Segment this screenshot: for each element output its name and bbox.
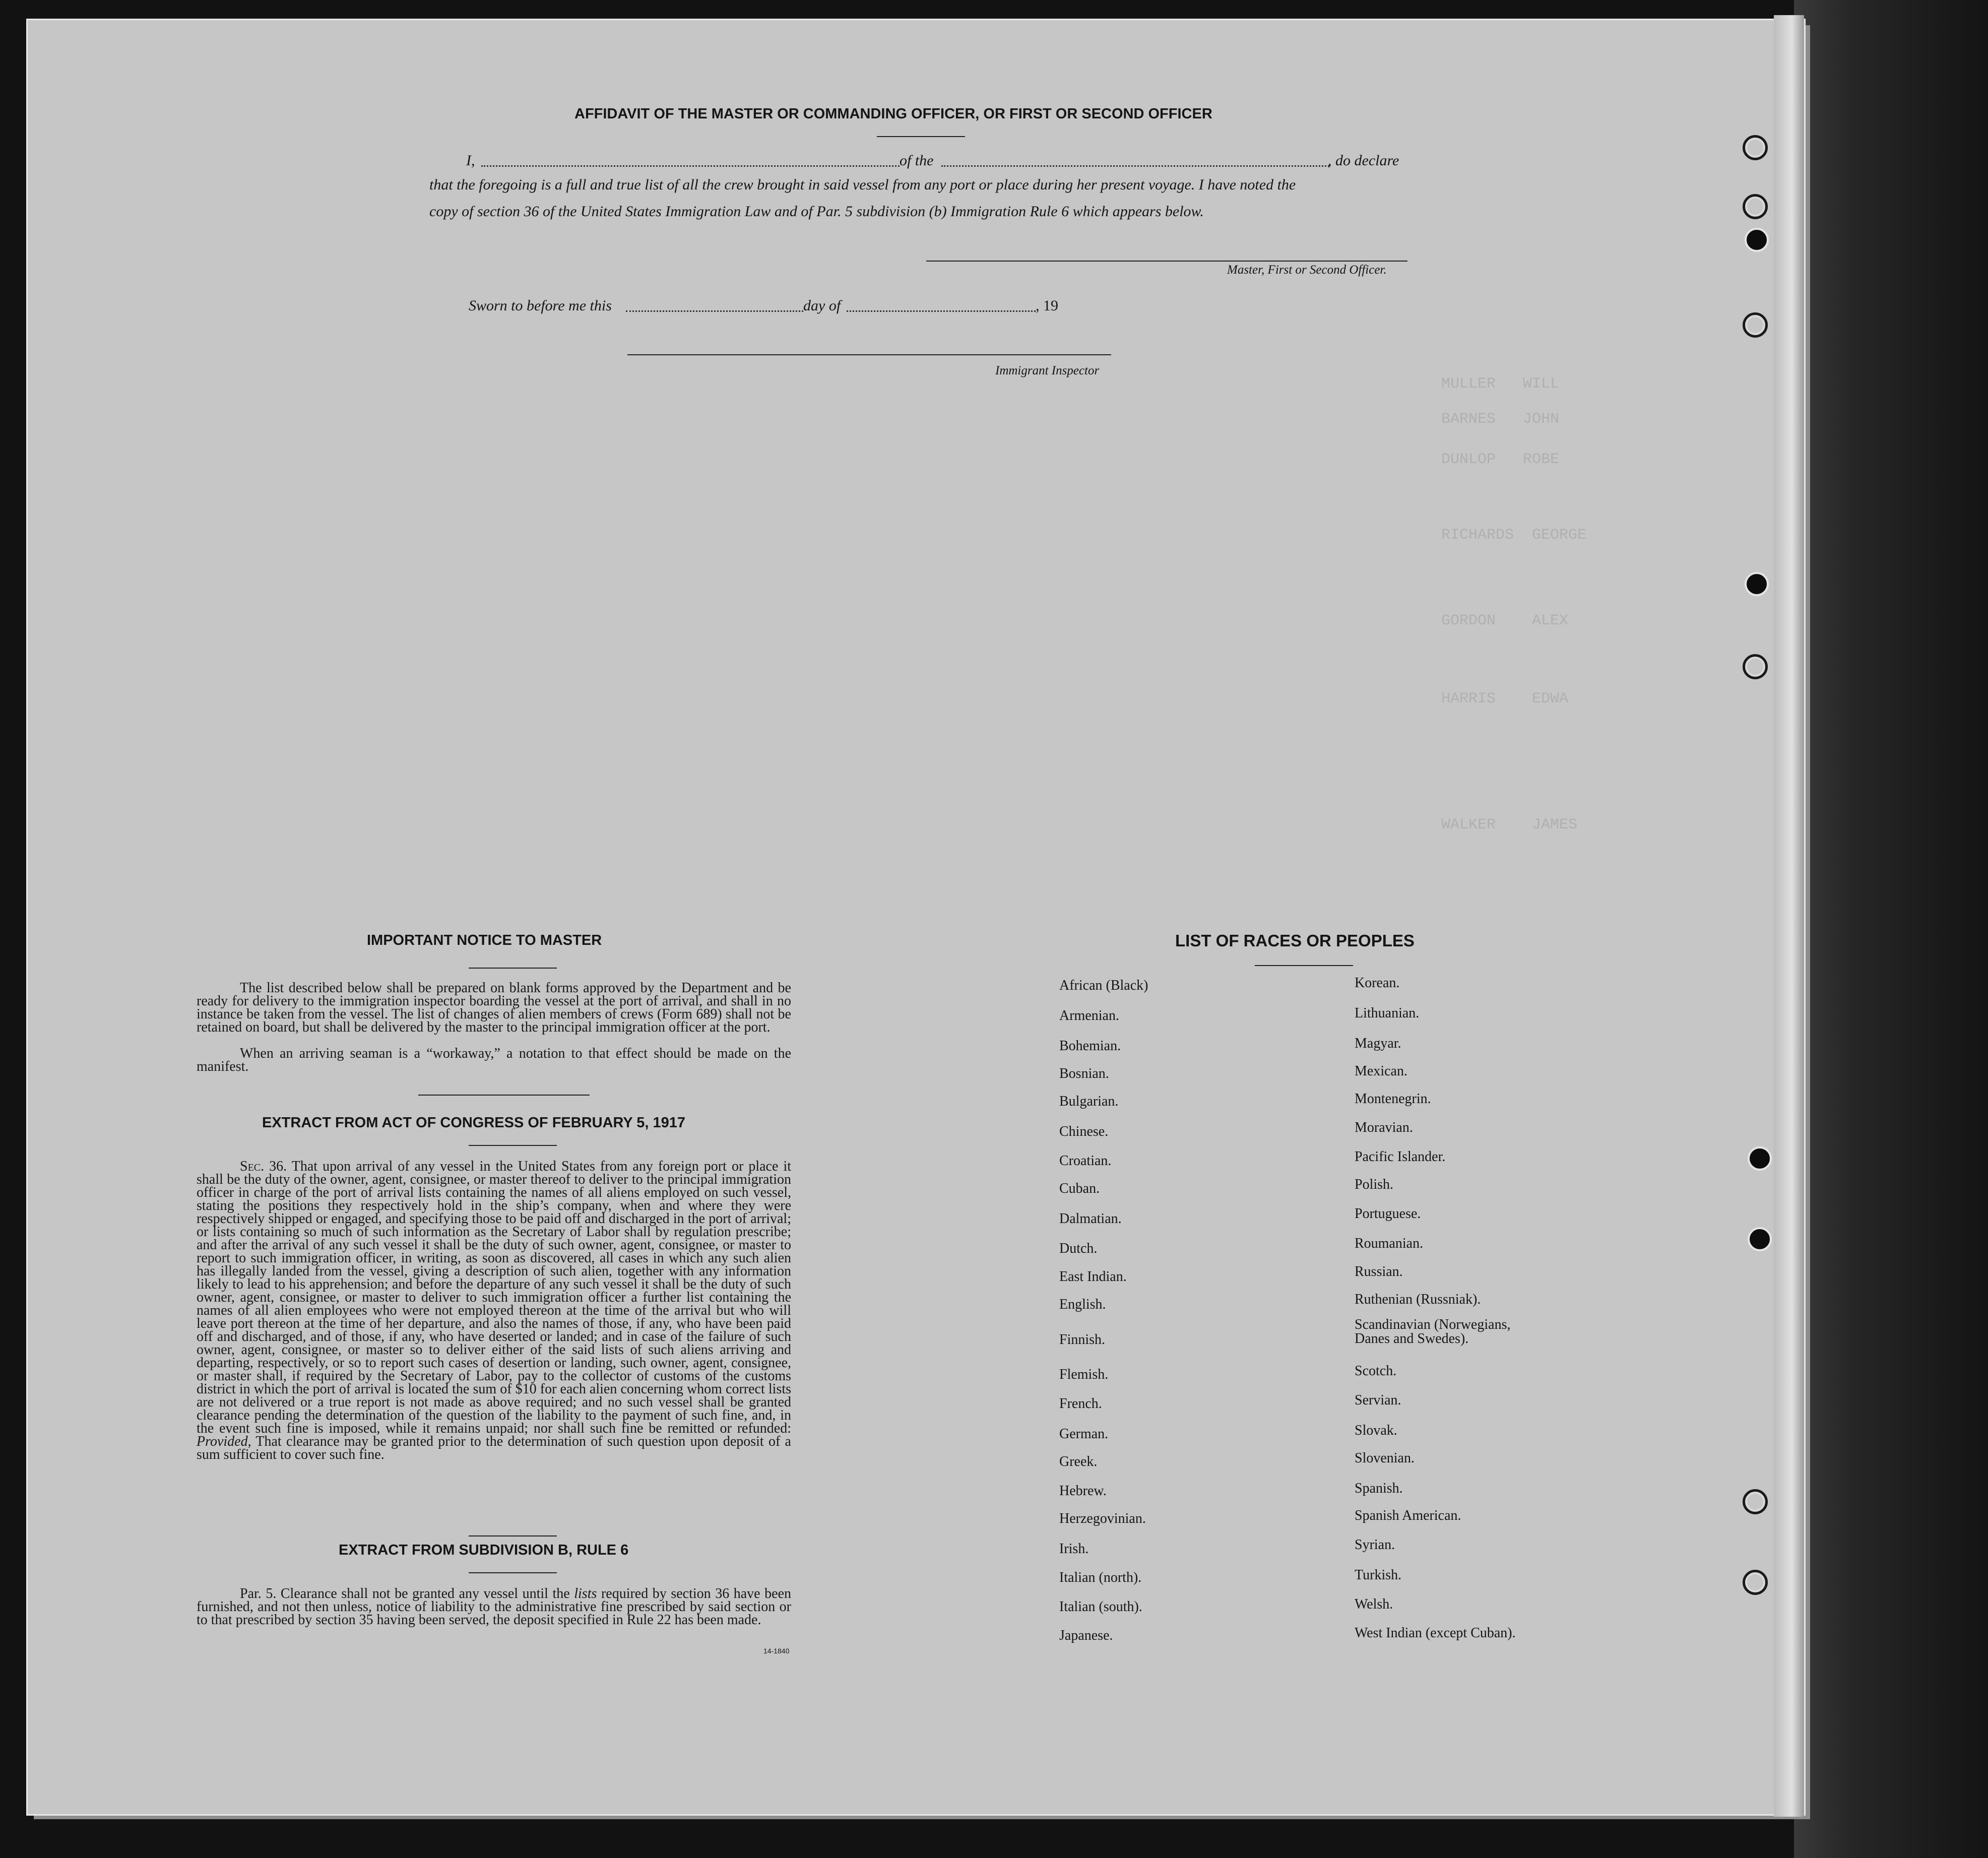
punch-hole	[1743, 194, 1768, 219]
race-item: Irish.	[1059, 1541, 1089, 1557]
bleed-through-text: MULLER WILL	[1441, 375, 1560, 393]
master-signature-line[interactable]	[926, 261, 1407, 262]
rule-body-start: Par. 5. Clearance shall not be granted any vessel until the	[240, 1586, 570, 1601]
race-item: Polish.	[1355, 1177, 1394, 1192]
affidavit-title: AFFIDAVIT OF THE MASTER OR COMMANDING OFFICER, OR FIRST OR SECOND OFFICER	[574, 106, 1212, 122]
rule-extract-title: EXTRACT FROM SUBDIVISION B, RULE 6	[339, 1542, 629, 1558]
act-extract-title: EXTRACT FROM ACT OF CONGRESS OF FEBRUARY 5, 1917	[262, 1115, 686, 1131]
race-item: Montenegrin.	[1355, 1091, 1431, 1107]
race-item: Bosnian.	[1059, 1066, 1109, 1081]
sworn-prefix: Sworn to before me this	[469, 297, 612, 314]
inspector-signature-line[interactable]	[627, 354, 1111, 355]
sworn-month-field[interactable]	[847, 310, 1036, 312]
vessel-name-field[interactable]	[941, 165, 1329, 167]
divider	[1255, 965, 1353, 966]
race-item: West Indian (except Cuban).	[1355, 1625, 1516, 1641]
affidavit-text-line3: copy of section 36 of the United States Immigration Law and of Par. 5 subdivision (b) Immigration Rule 6 which appears below.	[429, 203, 1204, 220]
race-item: English.	[1059, 1297, 1106, 1312]
punch-hole	[1743, 654, 1768, 679]
rule-extract-body	[197, 1587, 791, 1627]
bleed-through-text: DUNLOP ROBE	[1441, 451, 1560, 468]
master-signature-label: Master, First or Second Officer.	[1227, 263, 1387, 277]
bleed-through-text: GORDON ALEX	[1441, 612, 1569, 629]
race-item: Mexican.	[1355, 1063, 1407, 1079]
race-item: East Indian.	[1059, 1269, 1127, 1285]
document-page	[28, 20, 1804, 1814]
race-item: Servian.	[1355, 1392, 1401, 1408]
race-item: Welsh.	[1355, 1596, 1393, 1612]
race-item: Scotch.	[1355, 1363, 1397, 1379]
divider	[469, 1145, 557, 1146]
race-item: Bohemian.	[1059, 1038, 1121, 1054]
affidavit-of-the-label: of the	[900, 152, 934, 169]
race-item: Croatian.	[1059, 1153, 1112, 1169]
race-item: Magyar.	[1355, 1036, 1401, 1051]
race-item: Herzegovinian.	[1059, 1511, 1146, 1526]
act-body-end: That clearance may be granted prior to the determination of such question upon deposit of a sum sufficient to cover such fine.	[197, 1434, 791, 1462]
notice-paragraph-1: The list described below shall be prepared on blank forms approved by the Department and be ready for delivery to the immigration inspector boarding the vessel at the port of arrival, and shall in no instance be taken from the vessel. The list of changes of alien members of crews (Form 689) shall not be retained on board, but shall be delivered by the master to the principal immigration officer at the port.	[197, 980, 791, 1035]
rule-body-end: required by section 36 have been furnished, and not then unless, notice of liability to the administrative fine prescribed by said section or to that prescribed by section 35 having been served, the deposit specified in Rule 22 has been made.	[197, 1586, 792, 1628]
affidavit-text-line2: that the foregoing is a full and true list of all the crew brought in said vessel from any port or place during her present voyage. I have noted the	[429, 176, 1296, 193]
lists-word: lists	[574, 1586, 597, 1601]
race-item: Finnish.	[1059, 1332, 1106, 1348]
races-title: LIST OF RACES OR PEOPLES	[1175, 931, 1415, 950]
punch-hole	[1745, 228, 1769, 252]
race-item: Syrian.	[1355, 1537, 1395, 1553]
race-item: German.	[1059, 1426, 1109, 1442]
punch-hole	[1748, 1227, 1772, 1251]
scanner-background	[1794, 0, 1988, 1858]
race-item: Italian (south).	[1059, 1599, 1142, 1615]
race-item: Hebrew.	[1059, 1483, 1107, 1499]
race-item: Portuguese.	[1355, 1206, 1421, 1222]
race-item: Korean.	[1355, 975, 1400, 991]
divider	[418, 1095, 590, 1096]
sworn-day-of-label: day of	[803, 297, 841, 314]
form-number: 14-1840	[763, 1647, 790, 1655]
act-extract-body	[197, 1160, 791, 1461]
race-item: French.	[1059, 1396, 1102, 1412]
section-label: Sec. 36.	[240, 1159, 287, 1174]
sworn-day-field[interactable]	[626, 310, 803, 312]
sworn-year-label: , 19	[1036, 297, 1058, 314]
punch-hole	[1743, 312, 1768, 338]
punch-hole	[1748, 1146, 1772, 1171]
race-item: Ruthenian (Russniak).	[1355, 1292, 1481, 1307]
bleed-through-text: HARRIS EDWA	[1441, 690, 1569, 708]
master-name-field[interactable]	[481, 165, 900, 167]
race-item: Lithuanian.	[1355, 1005, 1420, 1021]
act-body-text: That upon arrival of any vessel in the United States from any foreign port or place it shall be the duty of the owner, agent, consignee, or master thereof to deliver to the principal immigration officer in charge of the port of arrival lists containing the names of all aliens employed on such vessel, stating the positions they respectively hold in the ship’s company, when and where they were respectively shipped or engaged, and specifying those to be paid off and discharged in the port of arrival; or lists containing so much of such information as the Secretary of Labor shall by regulation prescribe; and after the arrival of any such vessel it shall be the duty of such owner, agent, consignee, or master to report to such immigration officer, in writing, as soon as discovered, all cases in which any such alien has illegally landed from the vessel, giving a description of such alien, together with any information likely to lead to his apprehension; and before the departure of any such vessel it shall be the duty of such owner, agent, consignee, or master to deliver to such immigration officer a further list containing the names of all alien employees who were not employed thereon at the time of the arrival but who will leave port thereon at the time of her departure, and also the names of those, if any, who have been paid off and discharged, and of those, if any, who have deserted or landed; and in case of the failure of such owner, agent, consignee, or master so to deliver either of the said lists of such aliens arriving and departing, respectively, or so to report such cases of desertion or landing, such owner, agent, consignee, or master shall, if required by the Secretary of Labor, pay to the collector of customs of the customs district in which the port of arrival is located the sum of $10 for each alien concerning whom correct lists are not delivered or a true report is not made as above required; and no such vessel shall be granted clearance pending the determination of the question of the liability to the payment of such fine, and, in the event such fine is imposed, while it remains unpaid; nor shall such fine be remitted or refunded:	[197, 1159, 791, 1436]
divider	[877, 136, 965, 137]
divider	[469, 1572, 557, 1573]
punch-hole	[1743, 1570, 1768, 1595]
page-edge	[1774, 15, 1804, 1817]
race-item: Spanish American.	[1355, 1508, 1461, 1523]
race-item: Italian (north).	[1059, 1570, 1142, 1585]
divider	[469, 968, 557, 969]
race-item: Spanish.	[1355, 1481, 1403, 1496]
provided-word: Provided,	[197, 1434, 251, 1449]
affidavit-i-label: I,	[466, 152, 475, 169]
inspector-label: Immigrant Inspector	[995, 364, 1100, 377]
race-item: African (Black)	[1059, 978, 1148, 993]
race-item: Moravian.	[1355, 1120, 1413, 1135]
race-item: Scandinavian (Norwegians, Danes and Swedes).	[1355, 1317, 1511, 1347]
race-item: Flemish.	[1059, 1367, 1109, 1382]
affidavit-declare-label: , do declare	[1328, 152, 1399, 169]
race-item: Greek.	[1059, 1454, 1098, 1469]
punch-hole	[1743, 135, 1768, 160]
race-item: Japanese.	[1059, 1628, 1113, 1643]
bleed-through-text: RICHARDS GEORGE	[1441, 527, 1587, 544]
bleed-through-text: BARNES JOHN	[1441, 411, 1560, 428]
race-item: Russian.	[1355, 1264, 1403, 1279]
race-item: Slovenian.	[1355, 1450, 1415, 1466]
bleed-through-text: WALKER JAMES	[1441, 816, 1578, 834]
race-item: Chinese.	[1059, 1124, 1109, 1139]
punch-hole	[1745, 572, 1769, 596]
notice-title: IMPORTANT NOTICE TO MASTER	[367, 932, 602, 948]
race-item: Bulgarian.	[1059, 1094, 1119, 1109]
race-item: Roumanian.	[1355, 1236, 1424, 1251]
race-item: Dutch.	[1059, 1241, 1098, 1256]
race-item: Armenian.	[1059, 1008, 1119, 1023]
race-item: Slovak.	[1355, 1423, 1397, 1438]
notice-paragraph-2: When an arriving seaman is a “workaway,” a notation to that effect should be made on the manifest.	[197, 1046, 791, 1074]
race-item: Pacific Islander.	[1355, 1149, 1446, 1165]
race-item: Turkish.	[1355, 1567, 1402, 1583]
race-item: Dalmatian.	[1059, 1211, 1122, 1227]
punch-hole	[1743, 1489, 1768, 1514]
divider	[469, 1535, 557, 1536]
race-item: Cuban.	[1059, 1181, 1100, 1196]
